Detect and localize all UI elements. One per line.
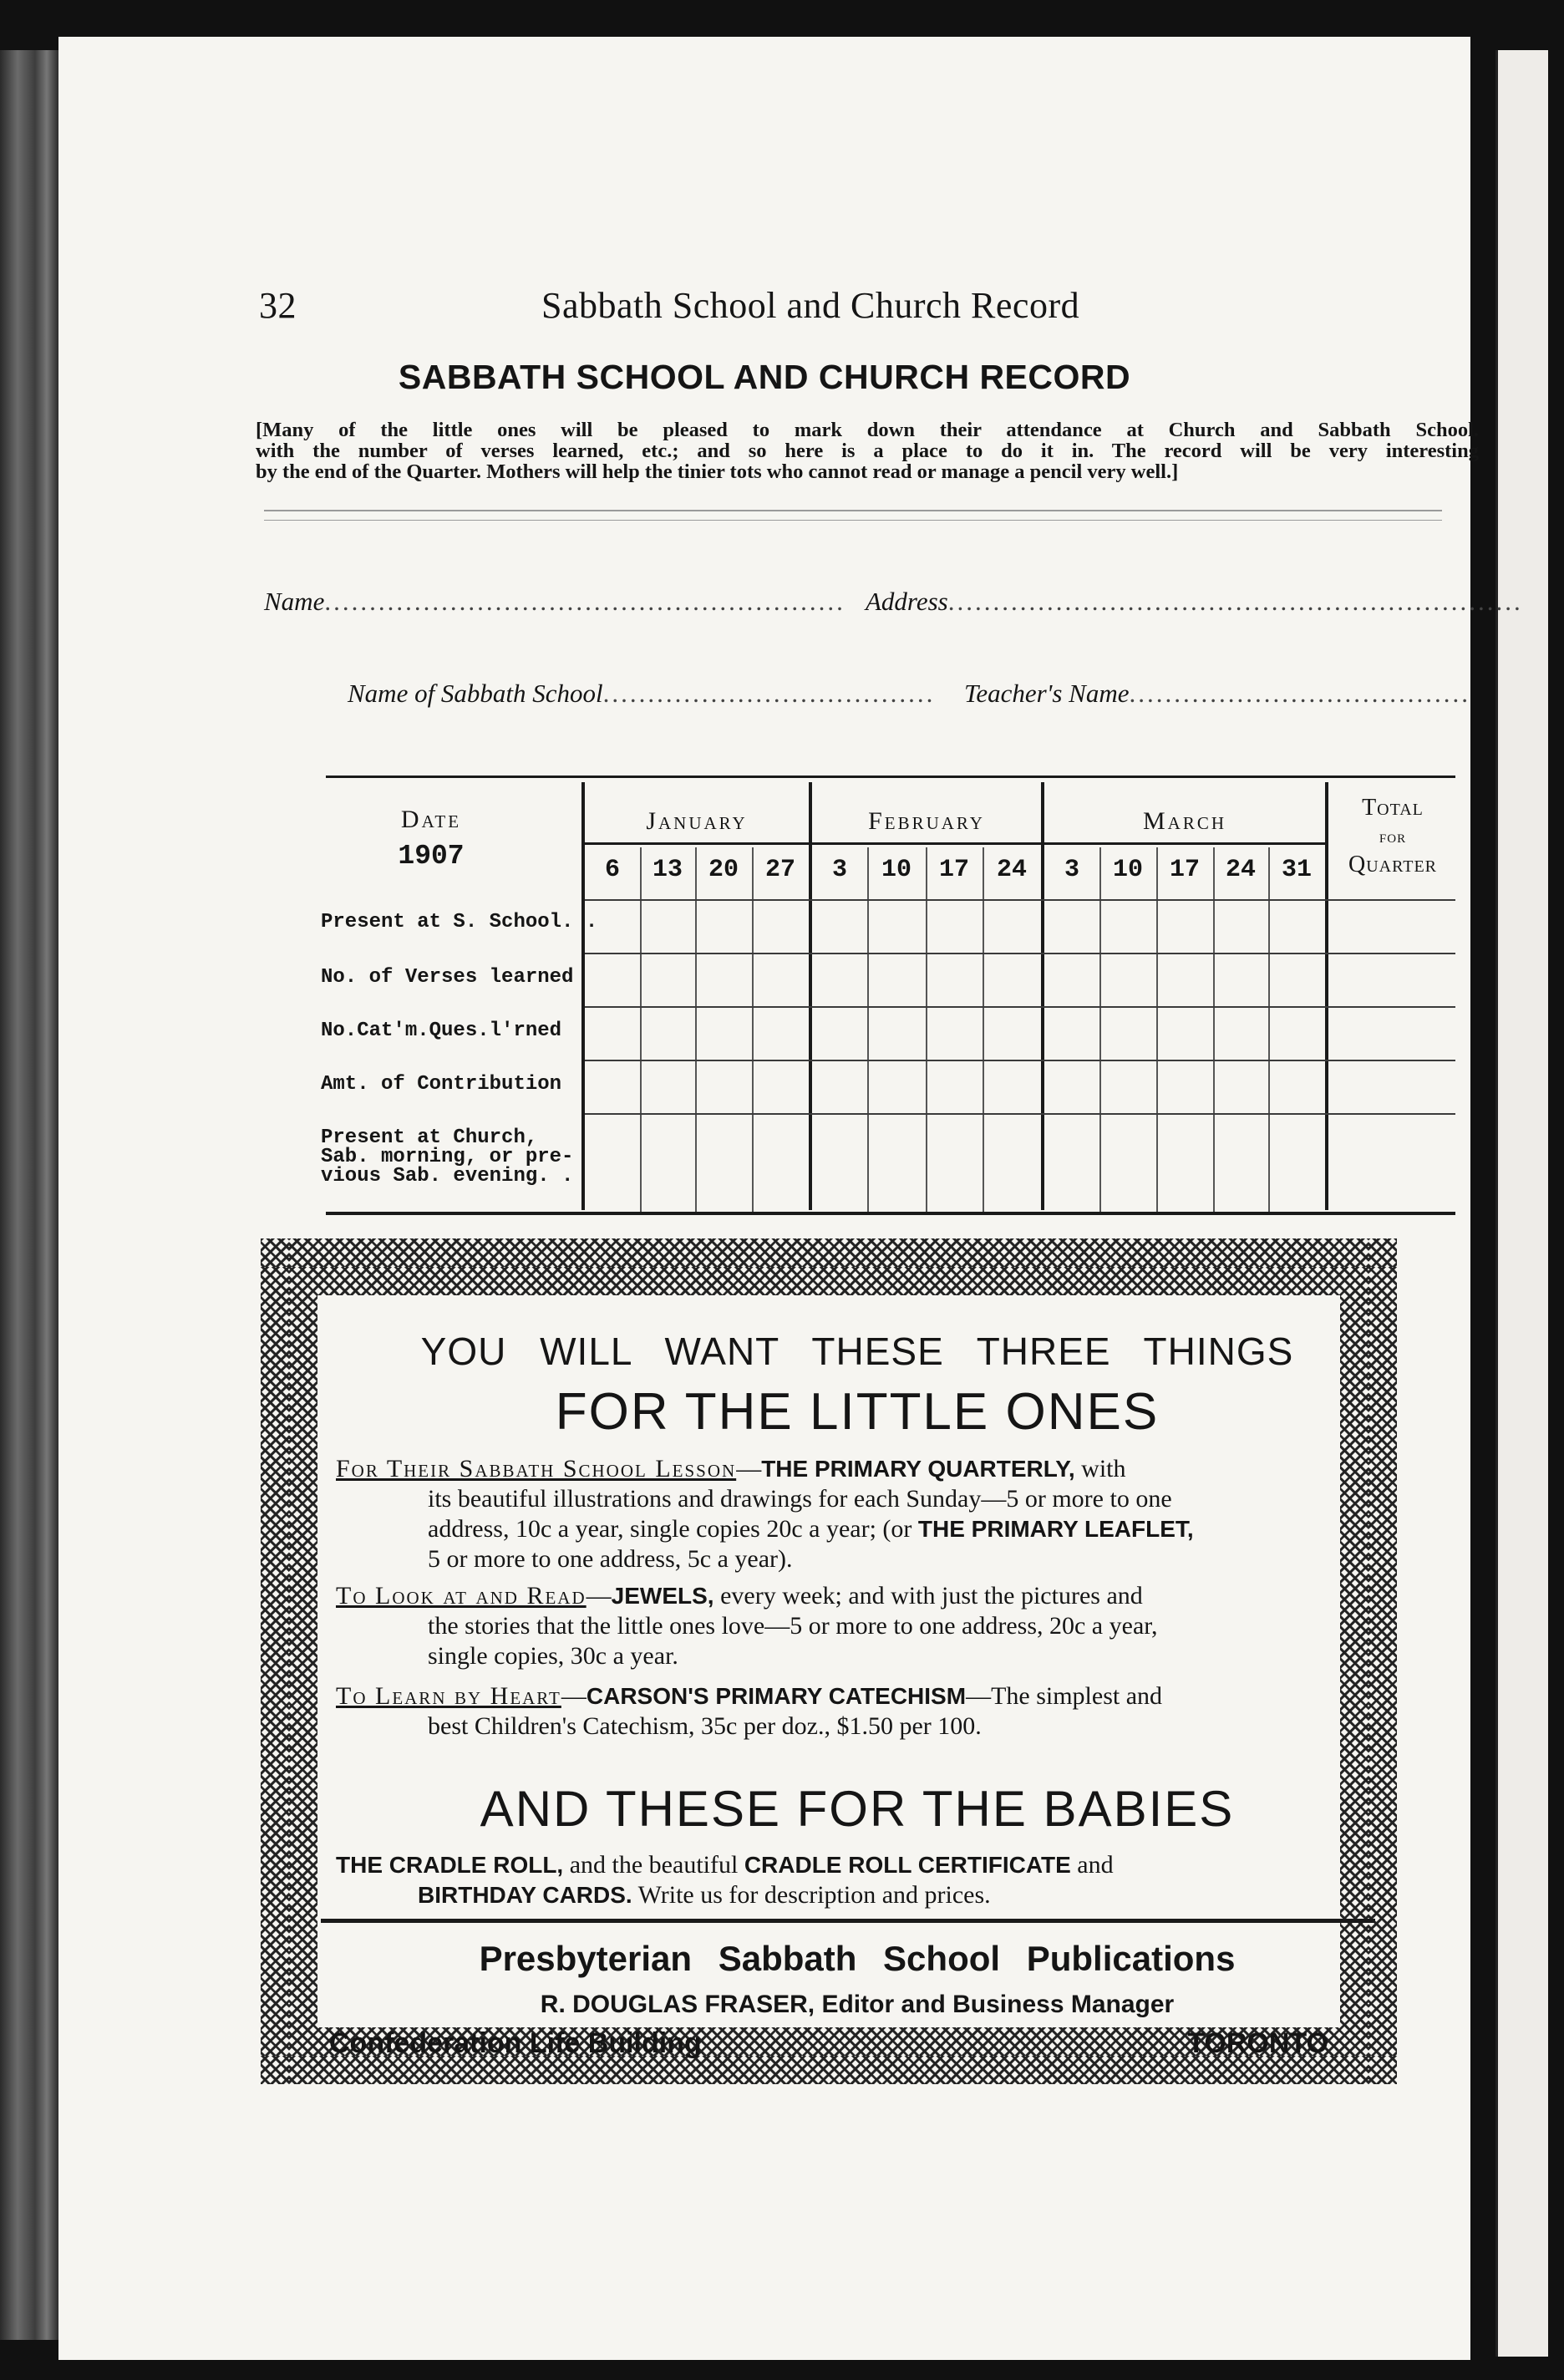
total-header-line: Total [1362,795,1424,821]
item-text: with [1074,1455,1126,1482]
day-header: 17 [1169,856,1200,884]
item-text: and [1070,1851,1114,1879]
school-label: Name of Sabbath School [348,679,603,708]
intro-paragraph [256,420,1479,482]
row-label-line: Present at Church, [321,1126,538,1149]
ad-headline: YOU WILL WANT THESE THREE THINGS [420,1330,1294,1373]
column-divider [809,782,812,1210]
item-line: its beautiful illustrations and drawings for each Sunday—5 or more to one [428,1485,1172,1513]
month-underline [585,842,1325,845]
babies-heading: AND THESE FOR THE BABIES [480,1781,1235,1837]
day-header: 13 [652,856,683,884]
name-field[interactable] [264,587,866,617]
building-line: Confederation Life Building [329,2027,702,2059]
item-text: and the beautiful [563,1851,744,1879]
item-text: address, 10c a year, single copies 20c a year; (or [428,1515,918,1543]
row-label-church [321,1128,573,1186]
teacher-field[interactable] [964,679,1471,709]
divider [264,520,1442,521]
running-title: Sabbath School and Church Record [541,285,1080,326]
day-header: 27 [764,856,795,884]
day-header: 3 [1064,856,1079,884]
product-name: BIRTHDAY CARDS. [418,1882,632,1908]
table-bottom-rule [326,1212,1455,1215]
column-divider [581,782,585,1210]
babies-text [336,1850,1385,1910]
cell-divider [1268,847,1270,1212]
row-label-contribution: Amt. of Contribution [321,1073,562,1096]
cell-divider [867,847,869,1212]
row-separator [585,953,1455,954]
item-lead: To Look at and Read [336,1582,586,1610]
item-line: 5 or more to one address, 5c a year). [428,1545,793,1573]
cell-divider [640,847,642,1212]
item-line: single copies, 30c a year. [428,1642,678,1670]
ad-item-quarterly: For Their Sabbath School Lesson—THE PRIMARY QUARTERLY, with its beautiful illustrations and drawings for each Sunday—5 or more to one address, 10c a year, single copies 20c a year; (or THE PRIMARY LEAFLET, 5 or more to one address, 5c a year). [336,1454,1385,1574]
day-header: 17 [938,856,969,884]
ad-item-jewels: To Look at and Read—JEWELS, every week; and with just the pictures and the stories that the little ones love—5 or more to one address, 20c a year, single copies, 30c a year. [336,1581,1385,1671]
ad-item-catechism: To Learn by Heart—CARSON'S PRIMARY CATECHISM—The simplest and best Children's Catechism, 35c per doz., $1.50 per 100. [336,1681,1385,1742]
product-name: JEWELS, [611,1583,714,1609]
page-number: 32 [259,285,297,326]
intro-line: by the end of the Quarter. Mothers will help the tinier tots who cannot read or manage a pencil very well.] [256,460,1179,483]
row-separator [585,1060,1455,1061]
day-header: 24 [1225,856,1256,884]
item-line: best Children's Catechism, 35c per doz., $1.50 per 100. [428,1712,982,1740]
month-march: March [1142,807,1227,835]
table-top-rule [326,776,1455,778]
item-line [336,1514,1385,1544]
row-label-verses: No. of Verses learned [321,966,574,989]
fill-dots: ...................................... [1129,679,1471,708]
ad-subheadline: FOR THE LITTLE ONES [555,1383,1160,1441]
product-name: CARSON'S PRIMARY CATECHISM [586,1683,967,1709]
advertisement-box [261,1238,1397,2084]
cell-divider [983,847,984,1212]
city-line: TORONTO [1187,2027,1328,2059]
ad-divider [321,1919,1375,1923]
advertisement-content [317,1295,1340,2059]
column-divider [1041,782,1044,1210]
divider [264,510,1442,511]
intro-line: with the number of verses learned, etc.; and so here is a place to do it in. The record will be very interesting [256,440,1479,462]
day-header: 6 [604,856,620,884]
year-header: 1907 [398,841,465,872]
month-january: January [646,807,748,835]
day-header: 3 [831,856,847,884]
teacher-label: Teacher's Name [964,679,1130,708]
row-label-line: vious Sab. evening. . [321,1165,574,1187]
item-line: the stories that the little ones love—5 or more to one address, 20c a year, [428,1612,1158,1640]
row-label-line: Sab. morning, or pre- [321,1146,574,1168]
cell-divider [695,847,697,1212]
item-text: —The simplest and [966,1682,1163,1710]
address-field[interactable] [866,587,1523,617]
day-header: 20 [708,856,739,884]
attendance-table [264,776,1455,1215]
item-text: Write us for description and prices. [632,1881,991,1909]
day-header: 24 [996,856,1027,884]
product-name: CRADLE ROLL CERTIFICATE [744,1852,1071,1878]
address-label: Address [866,587,948,616]
cell-divider [1213,847,1215,1212]
publisher-name: Presbyterian Sabbath School Publications [479,1939,1236,1978]
item-lead: To Learn by Heart [336,1682,561,1710]
product-name: THE CRADLE ROLL, [336,1852,564,1878]
cell-divider [1099,847,1101,1212]
editor-line: R. DOUGLAS FRASER, Editor and Business Manager [540,1991,1175,2018]
item-lead: For Their Sabbath School Lesson [336,1455,737,1482]
row-separator [585,899,1455,901]
row-separator [585,1006,1455,1008]
cell-divider [926,847,927,1212]
fill-dots: .......................................................... [324,587,845,616]
row-label-school: Present at S. School. . [321,911,598,933]
name-label: Name [264,587,325,616]
day-header: 10 [881,856,911,884]
cell-divider [752,847,754,1212]
column-divider [1325,782,1328,1210]
day-header: 31 [1281,856,1312,884]
row-label-catechism: No.Cat'm.Ques.l'rned [321,1020,562,1042]
date-header: Date [400,806,462,833]
total-header [1330,794,1455,879]
item-text: every week; and with just the pictures and [713,1582,1143,1610]
product-name: THE PRIMARY LEAFLET, [917,1516,1194,1542]
school-field[interactable] [348,679,949,709]
total-header-line: for [1379,826,1407,847]
fill-dots: ................................................................ [947,587,1523,616]
book-spine [0,50,58,2340]
month-february: February [868,807,985,835]
total-header-line: Quarter [1348,852,1438,877]
facing-page-edge [1495,50,1548,2357]
cell-divider [1156,847,1158,1212]
intro-line: [Many of the little ones will be pleased to mark down their attendance at Church and Sabbath School. [256,419,1479,441]
fill-dots: ..................................... [602,679,936,708]
day-header: 10 [1112,856,1143,884]
page-title: SABBATH SCHOOL AND CHURCH RECORD [398,358,1131,396]
row-separator [585,1113,1455,1115]
product-name: THE PRIMARY QUARTERLY, [761,1456,1075,1482]
